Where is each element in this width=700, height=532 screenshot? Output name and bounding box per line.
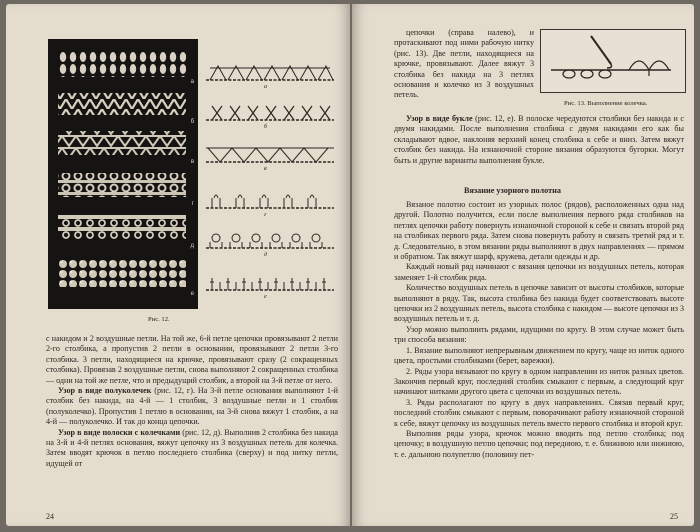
diagram-v (206, 144, 334, 166)
rings-title: Узор в виде полоски с колечками (58, 427, 181, 437)
section-heading: Вязание узорного полотна (464, 186, 561, 195)
crochet-swatches-image (48, 39, 198, 309)
right-paragraph-3: Количество воздушных петель в цепочке зависит от высоты столбиков, которые выполняют в ряду. Так, высота столбика без накида будет соответствовать высоте цепочки из 2 воздушных петель, высота столбика с накидом — высоте цепочки из 3 воздушных петель и т. д. (394, 283, 684, 324)
diagram-label-g: г (264, 212, 267, 218)
diagram-d (206, 230, 334, 252)
right-paragraph-5: 1. Вязание выполняют непрерывным движением по кругу, чаще из ниток одного цвета, простыми столбиками (берет, варежки). (394, 345, 684, 366)
figure-13-caption: Рис. 13. Выполнение колечка. (564, 100, 648, 107)
figure-12-caption: Рис. 12. (148, 316, 170, 323)
diagram-e (206, 272, 334, 294)
diagram-label-b: б (264, 124, 268, 130)
photo-label-g: г (191, 201, 194, 207)
diagram-label-v: в (264, 166, 267, 172)
diagram-label-e: е (264, 294, 267, 300)
right-paragraph-2: Каждый новый ряд начинают с вязания цепочки из воздушных петель, которая заменяет 1-й столбик ряда. (394, 262, 684, 282)
left-text-block (46, 334, 338, 469)
diagram-g (206, 190, 334, 212)
crochet-photo (48, 39, 198, 309)
left-page (6, 4, 350, 526)
right-page-number: 25 (670, 512, 678, 521)
ring-technique-illustration (541, 30, 685, 92)
right-paragraph-4: Узор можно выполнить рядами, идущими по кругу. В этом случае может быть три способа вязания: (394, 324, 684, 345)
right-top-text (394, 28, 534, 101)
boucle-title: Узор в виде букле (406, 114, 473, 123)
right-page (352, 4, 694, 526)
left-page-number: 24 (46, 512, 54, 521)
boucle-body: (рис. 12, е). В полоске чередуются столбики без накида и с двумя накидами. После выполнения столбика с двумя накидами его как бы складывают вдвое, наклоняя верхний конец столбика к себе и вниз. Затем вяжут столбик без накида. На изнаночной стороне вязания образуются бугорки. Могут быть и другие варианты выполнения букле. (394, 114, 685, 165)
boucle-paragraph (394, 114, 684, 166)
semirings-title: Узор в виде полуколечек (58, 386, 152, 396)
semirings-body: (рис. 12, г). На 3-й петле основания выполняют 1-й столбик без накида, на 4-й — 1 столбик, 3 воздушные петли и 1 столбик (полуколечко). Пропустив 1 петлю в основании, на 3-й снова вяжут 1 столбик, а на 4-й — полуколечко. И так до конца цепочки. (46, 386, 338, 427)
photo-label-d: д (190, 243, 194, 249)
photo-label-a: а (190, 79, 194, 85)
continuation-paragraph: цепочки (справа налево), и протаскивают под ними рабочую нитку (рис. 13). Две петли, находящиеся на крючке, провязывают. Далее вяжут 3 столбика без накида на 3 петлях основания и колечко из 3 воздушных петель. (394, 28, 534, 100)
diagram-b (206, 102, 334, 124)
right-boucle-spacer (394, 114, 684, 166)
figure-13-box (540, 29, 686, 93)
photo-label-b: б (190, 119, 194, 125)
left-paragraph-1: с накидом и 2 воздушные петли. На той же, 6-й петле цепочки провязывают 2 петли 2-го столбика, а пропустив 2 петли в основании, провязывают 2 петли 3-го столбика. 3 петли, находящиеся на крючке, провязывают сразу (2 сокращенных столбика). Провязав 2 воздушные петли, снова выполняют 2 сокращенных столбика — одни на той же петле, что и предыдущий столбик, а второй на 3-й петле от него. (46, 334, 338, 385)
photo-label-v: в (190, 159, 194, 165)
right-main-text (394, 200, 684, 460)
diagram-a (206, 62, 334, 84)
left-paragraph-3 (46, 428, 338, 470)
photo-label-e: е (190, 291, 194, 297)
right-paragraph-7: 3. Ряды располагают по кругу в двух направлениях. Связав первый круг, последний столбик смыкают с первым, поворачивают работу изнаночной стороной к себе, вяжут цепочку из воздушных петель вместо первого столбика и второй круг. (394, 397, 684, 428)
diagram-label-a: а (264, 84, 267, 90)
right-paragraph-1: Вязаное полотно состоит из узорных полос (рядов), расположенных одна над другой. Полотно получится, если после выполнения первого ряда столбиков на петлях цепочки работу повернуть изнаночной стороной к себе и связать второй ряд на столбиках первого ряда. Затем снова повернуть работу и связать третий ряд и т. д. Следовательно, в этом вязании ряды выполняют в двух направлениях — прямом и обратном. Так вяжут шарф, кружева, детали одежды и др. (394, 200, 684, 262)
right-paragraph-8: Выполняя ряды узора, крючок можно вводить под петлю столбика; под цепочку; в воздушную петлю цепочки; под переднюю, т. е. ближнюю или нижнюю, т. е. дальнюю полупетлю (половину пет- (394, 428, 684, 459)
right-paragraph-6: 2. Ряды узора вязывают по кругу в одном направлении из ниток разных цветов. Закончив первый круг, последний столбик смыкают с первым, а следующий круг начинают нитками другого цвета с цепочки из воздушных петель. (394, 366, 684, 397)
left-paragraph-2 (46, 386, 338, 428)
diagram-label-d: д (264, 252, 268, 258)
rings-body: (рис. 12, д). Выполнив 2 столбика без накида на 3-й и 4-й петлях основания, вяжут цепочку из 3 воздушных петель для колечка. Затем вводят крючок в петлю последнего столбика (сверху) и под нитку петли, идущей от (46, 427, 338, 468)
